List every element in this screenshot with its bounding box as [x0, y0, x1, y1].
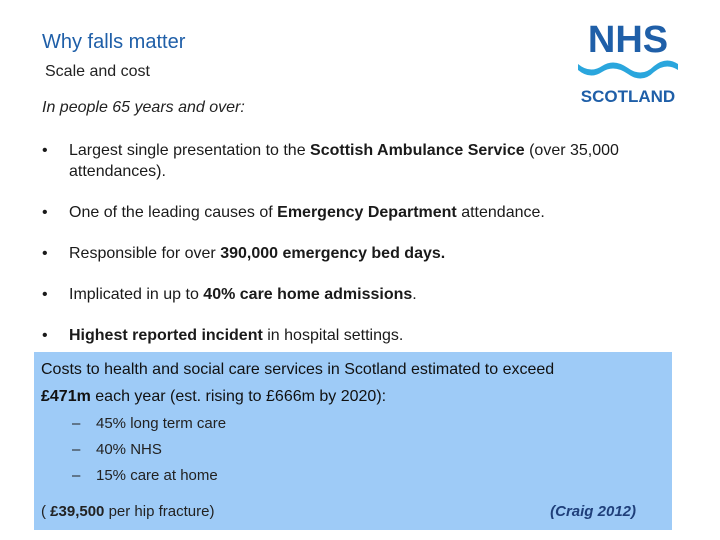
- bullet-dot-icon: •: [42, 142, 48, 159]
- bullet-item: [42, 202, 682, 223]
- bullet-item: [42, 243, 682, 264]
- nhs-scotland-logo: [576, 18, 680, 108]
- slide-title: Why falls matter: [42, 31, 186, 53]
- cost-breakdown-text: 40% NHS: [96, 441, 162, 458]
- cost-breakdown-item: [72, 467, 218, 484]
- logo-nhs-text: NHS: [587, 19, 669, 61]
- logo-wave-icon: [578, 60, 678, 78]
- cost-breakdown-item: [72, 441, 162, 458]
- bullet-emphasis: Emergency Department: [277, 204, 457, 221]
- slide-subtitle: Scale and cost: [45, 63, 150, 80]
- bullet-emphasis: 390,000 emergency bed days.: [220, 245, 446, 262]
- cost-breakdown-item: [72, 415, 226, 432]
- bullet-text: Largest single presentation to the: [69, 142, 311, 159]
- logo-scotland-text: SCOTLAND: [580, 87, 676, 106]
- cost-summary-box: [34, 352, 672, 530]
- intro-text: In people 65 years and over:: [42, 99, 245, 116]
- bullet-text: (over 35,000 attendances).: [69, 142, 619, 180]
- citation: (Craig 2012): [550, 503, 636, 520]
- bullet-list: [42, 140, 682, 366]
- note-suffix: per hip fracture): [104, 503, 215, 520]
- cost-intro-line: Costs to health and social care services in Scotland estimated to exceed: [41, 361, 555, 378]
- bullet-dot-icon: •: [42, 327, 48, 344]
- bullet-item: [42, 284, 682, 305]
- bullet-dot-icon: •: [42, 204, 48, 221]
- dash-icon: –: [72, 415, 81, 432]
- bullet-item: [42, 325, 682, 346]
- hip-fracture-cost: £39,500: [50, 503, 105, 520]
- note-prefix: (: [41, 503, 51, 520]
- bullet-emphasis: Highest reported incident: [69, 327, 263, 344]
- bullet-emphasis: 40% care home admissions: [203, 286, 413, 303]
- bullet-text: attendance.: [456, 204, 545, 221]
- dash-icon: –: [72, 467, 81, 484]
- cost-breakdown-text: 15% care at home: [96, 467, 218, 484]
- bullet-emphasis: Scottish Ambulance Service: [310, 142, 525, 159]
- hip-fracture-note: [41, 503, 214, 520]
- cost-breakdown-text: 45% long term care: [96, 415, 227, 432]
- bullet-text: .: [412, 286, 417, 303]
- cost-total-line: [41, 388, 386, 406]
- dash-icon: –: [72, 441, 81, 458]
- bullet-text: Implicated in up to: [69, 286, 204, 303]
- cost-total-detail: each year (est. rising to £666m by 2020):: [90, 388, 387, 405]
- bullet-dot-icon: •: [42, 286, 48, 303]
- bullet-text: One of the leading causes of: [69, 204, 278, 221]
- bullet-text: in hospital settings.: [262, 327, 404, 344]
- bullet-text: Responsible for over: [69, 245, 221, 262]
- cost-total-amount: £471m: [41, 388, 91, 405]
- bullet-item: [42, 140, 682, 182]
- bullet-dot-icon: •: [42, 245, 48, 262]
